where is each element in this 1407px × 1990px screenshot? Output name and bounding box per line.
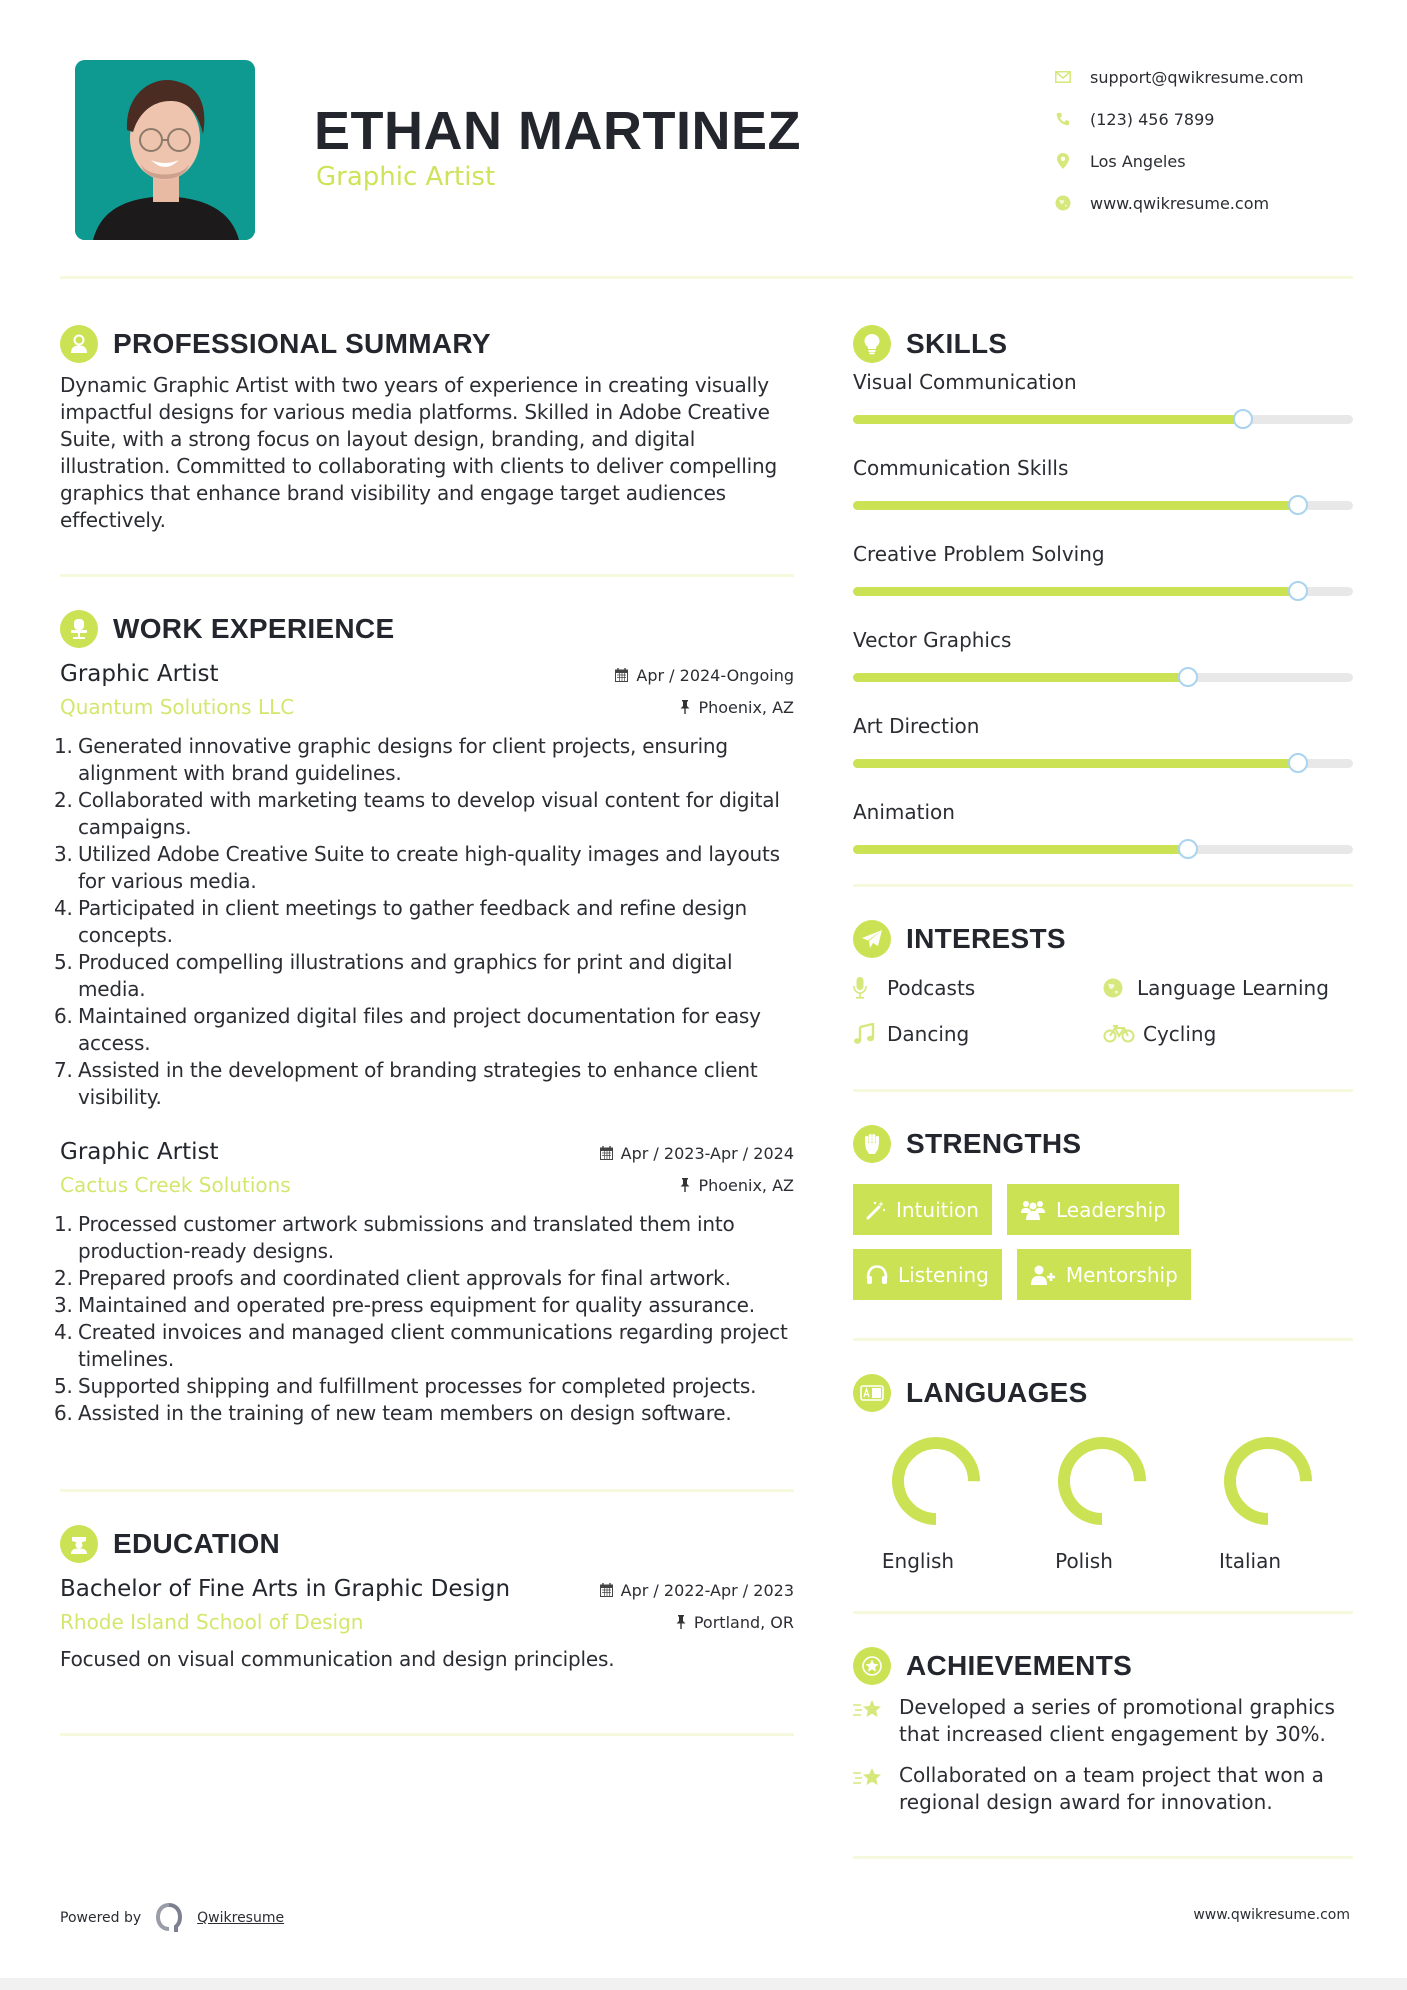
header-divider	[60, 276, 1353, 279]
duty-item: 5. Supported shipping and fulfillment processes for completed projects.	[54, 1374, 757, 1398]
language-progress-ring	[890, 1435, 982, 1527]
skill-slider[interactable]	[853, 501, 1353, 510]
language-progress-ring	[1056, 1435, 1148, 1527]
section-title: SKILLS	[906, 328, 1008, 359]
skill-label: Creative Problem Solving	[853, 542, 1105, 566]
section-divider	[60, 1489, 794, 1492]
job-location: Phoenix, AZ	[698, 1175, 794, 1195]
slider-thumb[interactable]	[1178, 667, 1198, 687]
pushpin-icon	[680, 1178, 690, 1192]
skill-item	[853, 540, 1353, 596]
skill-item	[853, 368, 1353, 424]
slider-thumb[interactable]	[1288, 495, 1308, 515]
headphones-icon	[866, 1265, 888, 1285]
section-header	[853, 1642, 1353, 1690]
duty-item: 2. Prepared proofs and coordinated client approvals for final artwork.	[54, 1266, 731, 1290]
section-title: PROFESSIONAL SUMMARY	[113, 328, 491, 359]
calendar-icon	[600, 1583, 613, 1597]
language-label: Polish	[1055, 1549, 1113, 1573]
section-divider	[60, 574, 794, 577]
duty-item: 6. Assisted in the training of new team members on design software.	[54, 1401, 732, 1425]
duty-item: 2. Collaborated with marketing teams to develop visual content for digital campaigns.	[54, 788, 780, 839]
section-title: INTERESTS	[906, 923, 1066, 954]
language-item	[853, 1435, 1019, 1573]
strength-chip: Mentorship	[1017, 1249, 1191, 1300]
star-badge-icon	[853, 1647, 891, 1685]
users-icon	[1020, 1200, 1046, 1220]
job-dates: Apr / 2024-Ongoing	[636, 665, 794, 685]
skill-label: Art Direction	[853, 714, 980, 738]
language-label: English	[881, 1549, 955, 1573]
education-meta	[600, 1574, 794, 1638]
professional-summary-section	[60, 320, 794, 577]
candidate-name: ETHAN MARTINEZ	[314, 101, 801, 161]
pushpin-icon	[676, 1615, 686, 1629]
skill-item	[853, 454, 1353, 510]
languages-section	[853, 1369, 1353, 1614]
section-title: STRENGTHS	[906, 1128, 1082, 1159]
globe-icon	[1052, 192, 1074, 214]
microphone-icon	[853, 977, 879, 999]
right-column	[853, 320, 1353, 1859]
user-icon	[60, 325, 98, 363]
slider-thumb[interactable]	[1178, 839, 1198, 859]
contact-website[interactable]: www.qwikresume.com	[1052, 182, 1304, 224]
interest-item: Podcasts	[853, 969, 1103, 1007]
skill-item	[853, 712, 1353, 768]
section-divider	[853, 1856, 1353, 1859]
skill-label: Vector Graphics	[853, 628, 1012, 652]
skills-list	[853, 368, 1353, 854]
office-chair-icon	[60, 610, 98, 648]
translate-icon	[853, 1374, 891, 1412]
left-column	[54, 320, 794, 1736]
interest-item: Language Learning	[1103, 969, 1353, 1007]
map-marker-icon	[1052, 150, 1074, 172]
duties-list	[54, 1211, 794, 1427]
achievements-section	[853, 1642, 1353, 1859]
job-entry	[54, 1137, 794, 1427]
profile-photo	[75, 60, 255, 240]
skill-slider[interactable]	[853, 587, 1353, 596]
person-portrait-icon	[75, 60, 255, 240]
duties-list	[54, 733, 794, 1111]
section-divider	[853, 884, 1353, 887]
interests-list	[853, 969, 1353, 1053]
education-location: Portland, OR	[693, 1612, 794, 1632]
job-meta	[600, 1137, 794, 1201]
section-divider	[853, 1089, 1353, 1092]
skill-label: Visual Communication	[853, 370, 1077, 394]
duty-item: 3. Maintained and operated pre-press equipment for quality assurance.	[54, 1293, 755, 1317]
skill-slider[interactable]	[853, 845, 1353, 854]
duty-item: 1. Processed customer artwork submissions and translated them into production-ready designs.	[54, 1212, 735, 1263]
phone-icon	[1052, 108, 1074, 130]
graduate-icon	[60, 1525, 98, 1563]
job-location: Phoenix, AZ	[698, 697, 794, 717]
section-title: EDUCATION	[113, 1528, 281, 1559]
languages-list	[853, 1435, 1353, 1573]
language-item	[1185, 1435, 1351, 1573]
magic-wand-icon	[866, 1200, 886, 1220]
shooting-star-icon	[853, 1694, 885, 1726]
section-header	[60, 605, 794, 653]
section-title: LANGUAGES	[906, 1377, 1088, 1408]
slider-thumb[interactable]	[1288, 753, 1308, 773]
job-entry	[54, 659, 794, 1111]
shooting-star-icon	[853, 1762, 885, 1794]
footer-website[interactable]: www.qwikresume.com	[1193, 1907, 1350, 1923]
interests-section	[853, 915, 1353, 1092]
duty-item: 7. Assisted in the development of branding strategies to enhance client visibility.	[54, 1058, 758, 1109]
skill-slider[interactable]	[853, 759, 1353, 768]
work-experience-section	[54, 605, 794, 1492]
education-description: Focused on visual communication and design principles.	[60, 1647, 615, 1671]
section-header	[853, 320, 1353, 368]
section-header	[60, 1520, 794, 1568]
user-plus-icon	[1030, 1265, 1056, 1285]
pushpin-icon	[680, 700, 690, 714]
school-name: Rhode Island School of Design	[60, 1610, 364, 1634]
skill-item	[853, 626, 1353, 682]
section-header	[853, 1369, 1353, 1417]
section-header	[853, 915, 1353, 963]
strength-chip: Listening	[853, 1249, 1002, 1300]
strength-chip: Leadership	[1007, 1184, 1179, 1235]
job-title: Graphic Artist	[60, 1139, 219, 1165]
degree-title: Bachelor of Fine Arts in Graphic Design	[60, 1576, 511, 1602]
job-meta	[615, 659, 794, 723]
slider-thumb[interactable]	[1288, 581, 1308, 601]
contact-location: Los Angeles	[1052, 140, 1304, 182]
summary-text: Dynamic Graphic Artist with two years of experience in creating visually impactful designs for various media platforms. Skilled in Adobe Creative Suite, with a strong focus on layout design, branding, and digital illustration. Committed to collaborating with clients to deliver compelling graphics that enhance brand visibility and engage target audiences effectively.	[60, 373, 777, 532]
paper-plane-icon	[853, 920, 891, 958]
section-header	[60, 320, 794, 368]
achievement-item: Developed a series of promotional graphics that increased client engagement by 30%.	[853, 1694, 1353, 1748]
interest-item: Dancing	[853, 1015, 1103, 1053]
powered-by-label: Powered by	[60, 1910, 142, 1926]
duty-item: 3. Utilized Adobe Creative Suite to create high-quality images and layouts for various media.	[54, 842, 780, 893]
calendar-icon	[600, 1146, 613, 1160]
language-label: Italian	[1218, 1549, 1282, 1573]
envelope-icon	[1052, 66, 1074, 88]
duty-item: 6. Maintained organized digital files and project documentation for easy access.	[54, 1004, 761, 1055]
job-dates: Apr / 2023-Apr / 2024	[620, 1143, 794, 1163]
page-bottom-edge	[0, 1978, 1407, 1990]
globe-icon	[1103, 978, 1129, 998]
calendar-icon	[615, 668, 628, 682]
strength-chip: Intuition	[853, 1184, 992, 1235]
job-company: Quantum Solutions LLC	[60, 695, 295, 719]
contact-email[interactable]: support@qwikresume.com	[1052, 56, 1304, 98]
section-divider	[60, 1733, 794, 1736]
qwikresume-link[interactable]: Qwikresume	[197, 1910, 285, 1926]
footer-branding	[60, 1903, 284, 1933]
education-section	[60, 1520, 794, 1736]
job-company: Cactus Creek Solutions	[60, 1173, 291, 1197]
contact-phone[interactable]: (123) 456 7899	[1052, 98, 1304, 140]
duty-item: 4. Participated in client meetings to gather feedback and refine design concepts.	[54, 896, 748, 947]
language-progress-ring	[1222, 1435, 1314, 1527]
strengths-section	[853, 1120, 1353, 1341]
section-title: WORK EXPERIENCE	[113, 613, 395, 644]
bicycle-icon	[1103, 1025, 1135, 1043]
education-entry	[60, 1574, 794, 1673]
music-icon	[853, 1023, 879, 1045]
interest-item: Cycling	[1103, 1015, 1353, 1053]
duty-item: 4. Created invoices and managed client communications regarding project timelines.	[54, 1320, 788, 1371]
section-header	[853, 1120, 1353, 1168]
contact-list	[1052, 56, 1304, 224]
skill-slider[interactable]	[853, 673, 1353, 682]
language-item	[1019, 1435, 1185, 1573]
skill-label: Communication Skills	[853, 456, 1069, 480]
skill-slider[interactable]	[853, 415, 1353, 424]
section-title: ACHIEVEMENTS	[906, 1650, 1133, 1681]
education-dates: Apr / 2022-Apr / 2023	[620, 1580, 794, 1600]
duty-item: 1. Generated innovative graphic designs for client projects, ensuring alignment with brand guidelines.	[54, 734, 728, 785]
candidate-role: Graphic Artist	[316, 162, 496, 192]
achievement-item: Collaborated on a team project that won a regional design award for innovation.	[853, 1762, 1353, 1816]
strengths-list	[853, 1184, 1273, 1300]
fist-icon	[853, 1125, 891, 1163]
job-title: Graphic Artist	[60, 661, 219, 687]
lightbulb-icon	[853, 325, 891, 363]
slider-thumb[interactable]	[1233, 409, 1253, 429]
section-divider	[853, 1338, 1353, 1341]
duty-item: 5. Produced compelling illustrations and graphics for print and digital media.	[54, 950, 733, 1001]
skills-section	[853, 320, 1353, 887]
skill-item	[853, 798, 1353, 854]
skill-label: Animation	[853, 800, 955, 824]
qwikresume-logo-icon	[155, 1903, 183, 1933]
section-divider	[853, 1611, 1353, 1614]
